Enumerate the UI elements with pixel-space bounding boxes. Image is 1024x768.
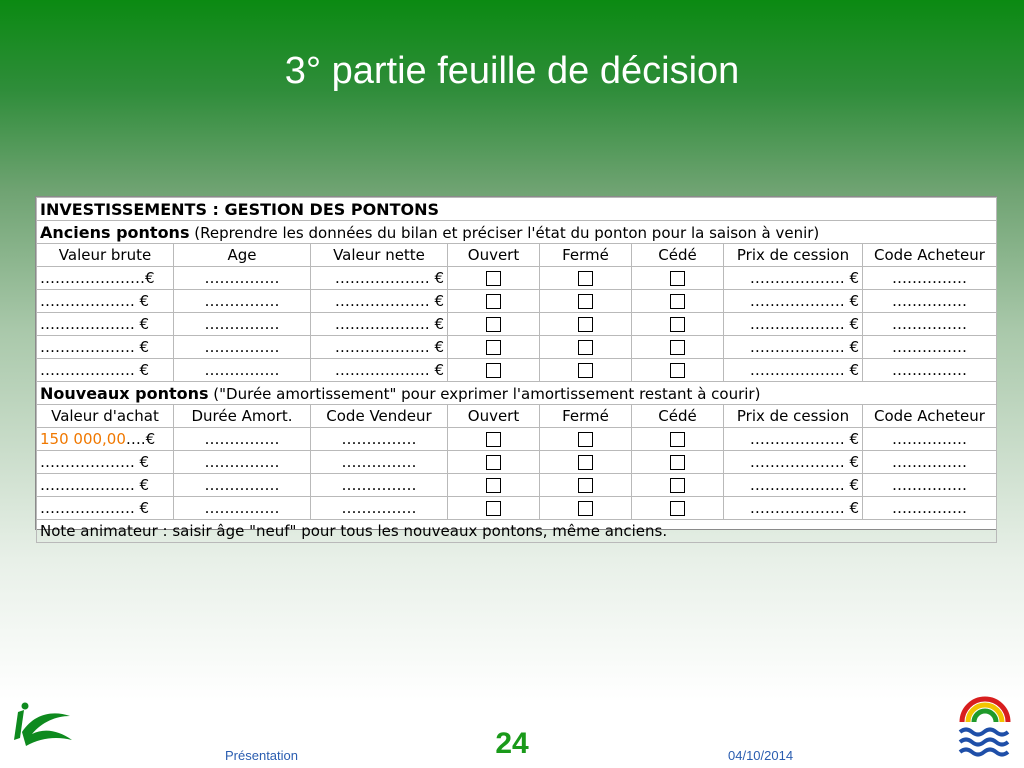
valeur-achat-field[interactable] — [37, 428, 174, 451]
column-header: Cédé — [632, 405, 724, 428]
column-header: Fermé — [540, 244, 632, 267]
code-acheteur-field[interactable]: …………… — [863, 428, 997, 451]
column-header: Code Vendeur — [311, 405, 448, 428]
column-header: Code Acheteur — [863, 405, 997, 428]
age-field[interactable]: …………… — [174, 290, 311, 313]
prix-cession-field[interactable]: ………………. € — [724, 290, 863, 313]
ouvert-cell — [448, 313, 540, 336]
valeur-nette-field[interactable]: ………………. € — [311, 336, 448, 359]
age-field[interactable]: …………… — [174, 313, 311, 336]
prix-cession-field[interactable]: ………………. € — [724, 451, 863, 474]
column-header: Prix de cession — [724, 244, 863, 267]
footer-date: 04/10/2014 — [728, 748, 794, 763]
valeur-nette-field[interactable]: ………………. € — [311, 290, 448, 313]
cede-checkbox-icon[interactable] — [670, 432, 685, 447]
valeur-nette-field[interactable]: ………………. € — [311, 359, 448, 382]
valeur-achat-field[interactable]: ………………. € — [37, 451, 174, 474]
cede-checkbox-icon[interactable] — [670, 294, 685, 309]
code-acheteur-field[interactable]: …………… — [863, 313, 997, 336]
cede-cell — [632, 290, 724, 313]
ferme-checkbox-icon[interactable] — [578, 294, 593, 309]
section-nouveaux-label: Nouveaux pontons — [40, 383, 209, 403]
column-header: Ouvert — [448, 405, 540, 428]
ferme-cell — [540, 497, 632, 520]
column-header: Durée Amort. — [174, 405, 311, 428]
prix-cession-field[interactable]: ………………. € — [724, 336, 863, 359]
duree-amort-field[interactable]: …………… — [174, 428, 311, 451]
ouvert-checkbox-icon[interactable] — [486, 478, 501, 493]
code-vendeur-field[interactable]: …………… — [311, 497, 448, 520]
valeur-achat-amount: 150 000,00 — [40, 430, 126, 448]
cede-checkbox-icon[interactable] — [670, 478, 685, 493]
ouvert-checkbox-icon[interactable] — [486, 294, 501, 309]
ouvert-cell — [448, 336, 540, 359]
cede-checkbox-icon[interactable] — [670, 501, 685, 516]
ferme-checkbox-icon[interactable] — [578, 432, 593, 447]
column-header: Prix de cession — [724, 405, 863, 428]
nouveaux-column-headers — [37, 405, 997, 428]
ouvert-cell — [448, 451, 540, 474]
cede-checkbox-icon[interactable] — [670, 340, 685, 355]
code-vendeur-field[interactable]: …………… — [311, 451, 448, 474]
ferme-checkbox-icon[interactable] — [578, 340, 593, 355]
duree-amort-field[interactable]: …………… — [174, 451, 311, 474]
cede-cell — [632, 497, 724, 520]
nouveaux-row — [37, 497, 997, 520]
ferme-checkbox-icon[interactable] — [578, 501, 593, 516]
nouveaux-row — [37, 451, 997, 474]
valeur-achat-field[interactable]: ………………. € — [37, 474, 174, 497]
code-acheteur-field[interactable]: …………… — [863, 497, 997, 520]
prix-cession-field[interactable]: ………………. € — [724, 313, 863, 336]
ferme-cell — [540, 359, 632, 382]
ouvert-cell — [448, 359, 540, 382]
cede-cell — [632, 359, 724, 382]
ouvert-cell — [448, 428, 540, 451]
rainbow-waves-logo-icon — [956, 678, 1014, 762]
ferme-cell — [540, 428, 632, 451]
animator-note: Note animateur : saisir âge "neuf" pour tous les nouveaux pontons, même anciens. — [37, 520, 997, 543]
anciens-column-headers — [37, 244, 997, 267]
section-anciens-label: Anciens pontons — [40, 222, 190, 242]
cede-checkbox-icon[interactable] — [670, 363, 685, 378]
code-acheteur-field[interactable]: …………… — [863, 359, 997, 382]
ouvert-checkbox-icon[interactable] — [486, 363, 501, 378]
ouvert-checkbox-icon[interactable] — [486, 340, 501, 355]
section-anciens — [37, 221, 997, 244]
prix-cession-field[interactable]: ………………. € — [724, 497, 863, 520]
ferme-cell — [540, 267, 632, 290]
ouvert-checkbox-icon[interactable] — [486, 432, 501, 447]
valeur-achat-field[interactable]: ………………. € — [37, 497, 174, 520]
valeur-brute-field[interactable]: ………………. € — [37, 290, 174, 313]
anciens-row — [37, 290, 997, 313]
cede-cell — [632, 451, 724, 474]
ouvert-cell — [448, 474, 540, 497]
cede-checkbox-icon[interactable] — [670, 455, 685, 470]
prix-cession-field[interactable]: ………………. € — [724, 474, 863, 497]
column-header: Valeur brute — [37, 244, 174, 267]
ferme-cell — [540, 336, 632, 359]
code-acheteur-field[interactable]: …………… — [863, 451, 997, 474]
ferme-cell — [540, 474, 632, 497]
decision-table — [36, 197, 997, 543]
column-header: Fermé — [540, 405, 632, 428]
logo-ic-icon — [0, 698, 86, 758]
anciens-row — [37, 267, 997, 290]
section-anciens-desc: (Reprendre les données du bilan et préciser l'état du ponton pour la saison à venir) — [189, 223, 820, 242]
prix-cession-field[interactable]: ………………. € — [724, 428, 863, 451]
section-nouveaux-desc: ("Durée amortissement" pour exprimer l'amortissement restant à courir) — [208, 384, 761, 403]
cede-checkbox-icon[interactable] — [670, 271, 685, 286]
cede-cell — [632, 313, 724, 336]
cede-cell — [632, 267, 724, 290]
ouvert-checkbox-icon[interactable] — [486, 271, 501, 286]
column-header: Code Acheteur — [863, 244, 997, 267]
ferme-checkbox-icon[interactable] — [578, 478, 593, 493]
valeur-brute-field[interactable]: …………………€ — [37, 267, 174, 290]
anciens-row — [37, 313, 997, 336]
page-number: 24 — [495, 727, 529, 760]
ferme-cell — [540, 451, 632, 474]
ouvert-cell — [448, 267, 540, 290]
valeur-nette-field[interactable]: ………………. € — [311, 313, 448, 336]
slide-title: 3° partie feuille de décision — [284, 50, 740, 92]
code-acheteur-field[interactable]: …………… — [863, 336, 997, 359]
cede-cell — [632, 474, 724, 497]
prix-cession-field[interactable]: ………………. € — [724, 267, 863, 290]
ferme-checkbox-icon[interactable] — [578, 317, 593, 332]
footer-presentation: Présentation — [225, 748, 298, 763]
ferme-checkbox-icon[interactable] — [578, 455, 593, 470]
ferme-checkbox-icon[interactable] — [578, 271, 593, 286]
cede-cell — [632, 428, 724, 451]
duree-amort-field[interactable]: …………… — [174, 497, 311, 520]
ouvert-checkbox-icon[interactable] — [486, 455, 501, 470]
age-field[interactable]: …………… — [174, 267, 311, 290]
valeur-nette-field[interactable]: ………………. € — [311, 267, 448, 290]
ouvert-cell — [448, 497, 540, 520]
code-acheteur-field[interactable]: …………… — [863, 290, 997, 313]
cede-cell — [632, 336, 724, 359]
decision-sheet — [35, 196, 997, 540]
prix-cession-field[interactable]: ………………. € — [724, 359, 863, 382]
table-header: INVESTISSEMENTS : GESTION DES PONTONS — [37, 198, 997, 221]
code-vendeur-field[interactable]: …………… — [311, 428, 448, 451]
section-nouveaux — [37, 382, 997, 405]
nouveaux-row — [37, 428, 997, 451]
valeur-achat-suffix: ….€ — [125, 430, 156, 448]
column-header: Cédé — [632, 244, 724, 267]
age-field[interactable]: …………… — [174, 336, 311, 359]
duree-amort-field[interactable]: …………… — [174, 474, 311, 497]
ouvert-checkbox-icon[interactable] — [486, 501, 501, 516]
ouvert-checkbox-icon[interactable] — [486, 317, 501, 332]
code-vendeur-field[interactable]: …………… — [311, 474, 448, 497]
valeur-brute-field[interactable]: ………………. € — [37, 359, 174, 382]
anciens-row — [37, 359, 997, 382]
column-header: Valeur d'achat — [37, 405, 174, 428]
column-header: Valeur nette — [311, 244, 448, 267]
anciens-row — [37, 336, 997, 359]
nouveaux-row — [37, 474, 997, 497]
cede-checkbox-icon[interactable] — [670, 317, 685, 332]
valeur-brute-field[interactable]: ………………. € — [37, 336, 174, 359]
ouvert-cell — [448, 290, 540, 313]
code-acheteur-field[interactable]: …………… — [863, 474, 997, 497]
column-header: Age — [174, 244, 311, 267]
ferme-cell — [540, 313, 632, 336]
valeur-brute-field[interactable]: ………………. € — [37, 313, 174, 336]
ferme-cell — [540, 290, 632, 313]
age-field[interactable]: …………… — [174, 359, 311, 382]
column-header: Ouvert — [448, 244, 540, 267]
ferme-checkbox-icon[interactable] — [578, 363, 593, 378]
code-acheteur-field[interactable]: …………… — [863, 267, 997, 290]
